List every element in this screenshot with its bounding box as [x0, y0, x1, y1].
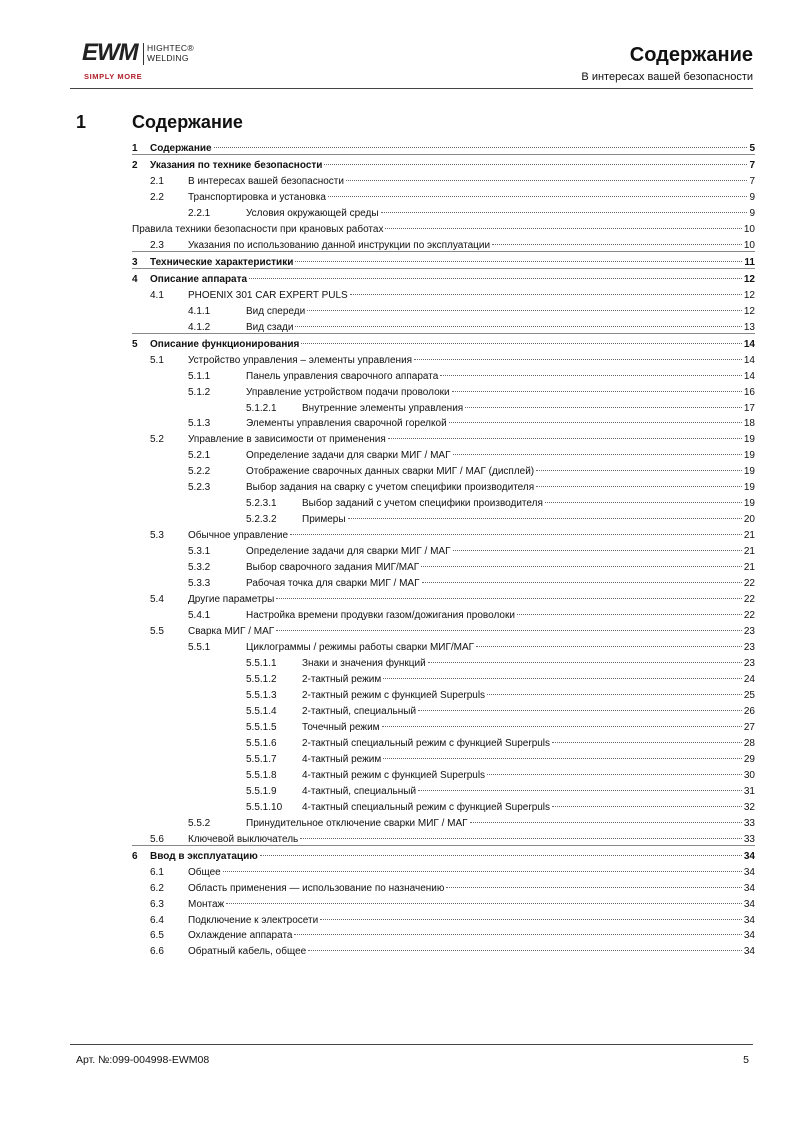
toc-entry[interactable] — [132, 187, 755, 203]
logo-hightec — [147, 43, 194, 63]
toc-leader-dots — [276, 589, 742, 599]
toc-entry-page: 20 — [743, 514, 755, 526]
toc-entry-number: 2.1 — [150, 175, 164, 187]
toc-entry[interactable] — [132, 541, 755, 557]
toc-entry[interactable] — [132, 413, 755, 429]
toc-leader-dots — [328, 187, 748, 197]
toc-entry-page: 33 — [743, 833, 755, 845]
toc-entry-number: 5.3 — [150, 530, 164, 542]
toc-leader-dots — [465, 398, 742, 408]
toc-leader-dots — [418, 701, 742, 711]
toc-entry-title: Монтаж — [188, 898, 225, 910]
toc-entry-page: 28 — [743, 737, 755, 749]
toc-entry-title: Общее — [188, 866, 221, 878]
toc-entry-page: 34 — [743, 914, 755, 926]
toc-entry[interactable] — [132, 669, 755, 685]
toc-entry-number: 6.1 — [150, 866, 164, 878]
toc-leader-dots — [295, 251, 742, 262]
toc-entry-title: Подключение к электросети — [188, 914, 319, 926]
toc-entry-page: 34 — [743, 930, 755, 942]
toc-entry-page: 19 — [743, 450, 755, 462]
toc-entry-page: 19 — [743, 482, 755, 494]
toc-entry-number: 4.1 — [150, 289, 164, 301]
toc-entry-number: 2 — [132, 159, 138, 171]
toc-entry-page: 14 — [743, 338, 755, 350]
toc-entry-number: 5.5.1 — [188, 642, 211, 653]
toc-entry-number: 5.1.2.1 — [246, 402, 277, 414]
toc-entry[interactable] — [132, 765, 755, 781]
toc-entry-number: 1 — [132, 143, 138, 154]
toc-entry-page: 17 — [743, 402, 755, 414]
toc-entry-page: 9 — [749, 191, 755, 203]
toc-entry-number: 3 — [132, 256, 138, 268]
footer-article-number: Арт. №:099-004998-EWM08 — [76, 1054, 210, 1066]
toc-entry-title: Примеры — [302, 514, 346, 526]
toc-entry-number: 5.5.1.9 — [246, 785, 277, 797]
toc-entry[interactable] — [132, 285, 755, 301]
toc-leader-dots — [385, 219, 741, 229]
toc-entry-title: Область применения — использование по назначению — [188, 882, 445, 894]
toc-entry-title: Рабочая точка для сварки МИГ / МАГ — [246, 578, 420, 590]
toc-entry-title: Правила техники безопасности при крановых работах — [132, 223, 384, 235]
toc-entry-title: 4-тактный режим с функцией Superpuls — [302, 769, 486, 781]
toc-entry-title: Элементы управления сварочной горелкой — [246, 418, 447, 430]
toc-entry-title: Выбор задания на сварку с учетом специфики производителя — [246, 482, 535, 494]
toc-entry-page: 10 — [743, 223, 755, 235]
toc-leader-dots — [452, 382, 742, 392]
toc-entry-page: 34 — [743, 850, 755, 862]
toc-entry[interactable] — [132, 685, 755, 701]
toc-entry[interactable] — [132, 749, 755, 765]
toc-entry-number: 5.5.1.5 — [246, 721, 277, 733]
toc-entry-number: 4.1.1 — [188, 305, 211, 317]
toc-leader-dots — [421, 557, 742, 567]
toc-leader-dots — [249, 268, 742, 279]
toc-entry-number: 6 — [132, 850, 138, 862]
toc-entry-title: Вид сзади — [246, 321, 294, 333]
toc-entry[interactable] — [132, 398, 755, 414]
toc-leader-dots — [418, 781, 742, 791]
toc-entry[interactable] — [132, 781, 755, 797]
toc-entry-number: 2.2.1 — [188, 207, 211, 219]
toc-entry-number: 5.2 — [150, 434, 164, 446]
toc-entry-title: Выбор заданий с учетом специфики производителя — [302, 498, 543, 510]
toc-entry-page: 34 — [743, 882, 755, 894]
toc-entry-number: 5.2.3 — [188, 482, 211, 494]
toc-entry-number: 5.5.1.6 — [246, 737, 277, 749]
toc-leader-dots — [346, 171, 747, 181]
toc-entry-title: 2-тактный, специальный — [302, 705, 417, 717]
toc-entry[interactable] — [132, 925, 755, 941]
toc-entry[interactable] — [132, 461, 755, 477]
toc-entry[interactable] — [132, 813, 755, 829]
toc-entry-number: 4.1.2 — [188, 321, 211, 333]
toc-entry-title: Указания по технике безопасности — [150, 159, 323, 171]
toc-entry-page: 21 — [743, 562, 755, 574]
toc-entry-number: 5.1.3 — [188, 418, 211, 430]
toc-entry-page: 19 — [743, 434, 755, 446]
toc-entry-number: 4 — [132, 273, 138, 285]
toc-entry-number: 6.4 — [150, 914, 164, 926]
toc-entry[interactable] — [132, 350, 755, 366]
toc-entry[interactable] — [132, 557, 755, 573]
toc-entry-title: Точечный режим — [302, 721, 380, 733]
toc-entry[interactable] — [132, 525, 755, 541]
toc-entry[interactable] — [132, 605, 755, 621]
toc-entry-page: 21 — [743, 546, 755, 558]
toc-entry-title: Технические характеристики — [150, 256, 294, 268]
toc-entry[interactable] — [132, 509, 755, 525]
toc-leader-dots — [382, 717, 742, 727]
toc-entry-title: Другие параметры — [188, 594, 275, 606]
toc-entry-title: Охлаждение аппарата — [188, 930, 293, 942]
toc-entry-title: Принудительное отключение сварки МИГ / МАГ — [246, 817, 468, 829]
toc-entry-title: 2-тактный режим — [302, 673, 382, 685]
toc-entry[interactable] — [132, 235, 755, 251]
toc-entry-title: Управление в зависимости от применения — [188, 434, 386, 446]
toc-entry-page: 34 — [743, 946, 755, 958]
toc-entry-page: 30 — [743, 769, 755, 781]
toc-entry[interactable] — [132, 477, 755, 493]
toc-leader-dots — [301, 333, 742, 344]
toc-leader-dots — [383, 749, 742, 759]
toc-entry-number: 5.3.3 — [188, 578, 211, 590]
toc-entry[interactable] — [132, 941, 755, 957]
header-divider — [70, 88, 753, 89]
toc-entry-number: 5.5.1.2 — [246, 673, 277, 685]
toc-entry-page: 19 — [743, 466, 755, 478]
toc-leader-dots — [223, 862, 742, 872]
toc-leader-dots — [308, 941, 742, 951]
toc-entry-number: 5.5.1.8 — [246, 769, 277, 781]
toc-entry[interactable] — [132, 268, 755, 285]
toc-leader-dots — [536, 477, 742, 487]
toc-entry[interactable] — [132, 171, 755, 187]
toc-entry[interactable] — [132, 894, 755, 910]
toc-leader-dots — [487, 685, 742, 695]
footer-page-number: 5 — [743, 1054, 749, 1066]
section-title: Содержание — [132, 112, 243, 132]
toc-entry-title: 2-тактный режим с функцией Superpuls — [302, 689, 486, 701]
toc-entry-page: 14 — [743, 370, 755, 382]
toc-leader-dots — [545, 493, 742, 503]
toc-leader-dots — [414, 350, 742, 360]
section-number: 1 — [76, 112, 87, 132]
toc-entry-number: 5.5 — [150, 626, 164, 638]
toc-entry-title: Обычное управление — [188, 530, 289, 542]
toc-entry[interactable] — [132, 493, 755, 509]
toc-entry-number: 5.5.1.7 — [246, 753, 277, 765]
toc-leader-dots — [383, 669, 742, 679]
toc-entry-page: 7 — [749, 175, 755, 187]
toc-leader-dots — [276, 621, 742, 631]
toc-leader-dots — [470, 813, 742, 823]
toc-leader-dots — [476, 637, 742, 647]
toc-entry-page: 11 — [744, 256, 755, 268]
toc-entry-title: Отображение сварочных данных сварки МИГ / МАГ (дисплей) — [246, 466, 535, 478]
toc-leader-dots — [324, 154, 747, 165]
toc-entry-page: 23 — [743, 642, 755, 653]
toc-entry-title: 4-тактный, специальный — [302, 785, 417, 797]
toc-entry-number: 6.3 — [150, 898, 164, 910]
toc-entry[interactable] — [132, 653, 755, 669]
header-title: Содержание — [629, 44, 753, 66]
toc-leader-dots — [428, 653, 742, 663]
toc-entry[interactable] — [132, 429, 755, 445]
toc-entry-title: Описание аппарата — [150, 273, 248, 285]
logo-slogan: SIMPLY MORE — [84, 72, 143, 81]
toc-entry-number: 5.1.1 — [188, 370, 211, 382]
toc-entry[interactable] — [132, 733, 755, 749]
toc-entry-number: 5.5.1.10 — [246, 801, 283, 813]
toc-entry-page: 24 — [743, 673, 755, 685]
toc-entry-title: Внутренние элементы управления — [302, 402, 464, 414]
toc-entry-title: Настройка времени продувки газом/дожигания проволоки — [246, 610, 515, 622]
toc-entry[interactable] — [132, 154, 755, 171]
toc-entry-page: 16 — [743, 386, 755, 398]
toc-entry[interactable] — [132, 717, 755, 733]
toc-entry[interactable] — [132, 366, 755, 382]
toc-entry-page: 9 — [749, 207, 755, 219]
toc-entry[interactable] — [132, 317, 755, 333]
toc-entry-title: Описание функционирования — [150, 338, 300, 350]
toc-entry-page: 23 — [743, 626, 755, 638]
toc-leader-dots — [226, 894, 742, 904]
toc-entry[interactable] — [132, 251, 755, 268]
toc-leader-dots — [453, 541, 742, 551]
toc-leader-dots — [381, 203, 748, 213]
toc-entry-number: 5.2.3.2 — [246, 514, 277, 526]
toc-entry[interactable] — [132, 637, 755, 653]
toc-entry-number: 5.2.1 — [188, 450, 211, 462]
toc-entry-page: 12 — [743, 289, 755, 301]
toc-entry-number: 5.2.3.1 — [246, 498, 277, 510]
toc-entry-number: 5.6 — [150, 833, 164, 845]
toc-entry-title: Управление устройством подачи проволоки — [246, 386, 450, 398]
toc-entry-title: Вид спереди — [246, 305, 306, 317]
toc-entry-title: 4-тактный специальный режим с функцией Superpuls — [302, 801, 551, 813]
toc-entry[interactable] — [132, 333, 755, 350]
toc-entry[interactable] — [132, 203, 755, 219]
toc-entry-number: 5.1 — [150, 354, 164, 366]
toc-leader-dots — [446, 878, 742, 888]
table-of-contents — [132, 138, 755, 957]
toc-entry-page: 21 — [743, 530, 755, 542]
toc-entry-title: Обратный кабель, общее — [188, 946, 307, 958]
toc-entry-number: 6.2 — [150, 882, 164, 894]
toc-entry[interactable] — [132, 382, 755, 398]
toc-entry-title: Устройство управления – элементы управления — [188, 354, 413, 366]
toc-entry-number: 2.2 — [150, 191, 164, 203]
toc-entry-title: Определение задачи для сварки МИГ / МАГ — [246, 546, 451, 558]
toc-entry-page: 5 — [749, 143, 755, 154]
toc-entry-number: 5.4.1 — [188, 610, 211, 622]
toc-entry-page: 18 — [743, 418, 755, 430]
toc-entry-number: 5.1.2 — [188, 386, 211, 398]
toc-entry-title: Ввод в эксплуатацию — [150, 850, 258, 862]
toc-leader-dots — [487, 765, 742, 775]
toc-entry-title: Ключевой выключатель — [188, 833, 299, 845]
toc-leader-dots — [260, 845, 742, 856]
toc-leader-dots — [294, 925, 741, 935]
toc-entry-number: 5.5.2 — [188, 817, 211, 829]
toc-entry[interactable] — [132, 621, 755, 637]
toc-entry-title: Сварка МИГ / МАГ — [188, 626, 275, 638]
toc-entry-page: 14 — [743, 354, 755, 366]
toc-entry-number: 5.4 — [150, 594, 164, 606]
toc-leader-dots — [300, 829, 742, 839]
toc-entry-page: 22 — [743, 578, 755, 590]
toc-entry[interactable] — [132, 301, 755, 317]
toc-entry-page: 26 — [743, 705, 755, 717]
toc-entry-title: Циклограммы / режимы работы сварки МИГ/МАГ — [246, 642, 475, 653]
toc-entry-page: 33 — [743, 817, 755, 829]
toc-entry-page: 23 — [743, 658, 755, 669]
toc-entry-page: 31 — [743, 785, 755, 797]
toc-entry[interactable] — [132, 589, 755, 605]
toc-entry[interactable] — [132, 445, 755, 461]
footer-divider — [70, 1044, 753, 1045]
toc-entry-title: Содержание — [150, 143, 212, 154]
toc-entry-number: 6.5 — [150, 930, 164, 942]
toc-leader-dots — [350, 285, 742, 295]
toc-entry[interactable] — [132, 829, 755, 845]
toc-leader-dots — [449, 413, 742, 423]
toc-entry-title: Указания по использованию данной инструкции по эксплуатации — [188, 239, 491, 251]
toc-leader-dots — [388, 429, 742, 439]
toc-entry-title: Выбор сварочного задания МИГ/МАГ — [246, 562, 420, 574]
toc-entry-page: 10 — [743, 239, 755, 251]
toc-leader-dots — [552, 797, 742, 807]
toc-entry-number: 5 — [132, 338, 138, 350]
toc-leader-dots — [440, 366, 742, 376]
header-subtitle: В интересах вашей безопасности — [581, 71, 753, 83]
logo-line1: HIGHTEC® — [147, 43, 194, 53]
toc-leader-dots — [348, 509, 742, 519]
toc-leader-dots — [552, 733, 742, 743]
toc-entry-number: 5.2.2 — [188, 466, 211, 478]
toc-leader-dots — [295, 317, 741, 327]
toc-entry-number: 5.3.2 — [188, 562, 211, 574]
toc-leader-dots — [492, 235, 742, 245]
toc-entry-title: Знаки и значения функций — [302, 658, 426, 669]
toc-entry-title: В интересах вашей безопасности — [188, 175, 344, 187]
toc-entry-number: 2.3 — [150, 239, 164, 251]
toc-entry-page: 22 — [743, 594, 755, 606]
toc-entry-page: 34 — [743, 898, 755, 910]
toc-leader-dots — [320, 910, 742, 920]
toc-entry-page: 12 — [743, 273, 755, 285]
toc-entry[interactable] — [132, 845, 755, 862]
toc-entry-page: 12 — [743, 305, 755, 317]
toc-entry[interactable] — [132, 701, 755, 717]
toc-entry-title: 2-тактный специальный режим с функцией Superpuls — [302, 737, 551, 749]
toc-entry-page: 19 — [743, 498, 755, 510]
toc-entry-title: Панель управления сварочного аппарата — [246, 370, 439, 382]
toc-entry-title: Определение задачи для сварки МИГ / МАГ — [246, 450, 451, 462]
toc-entry-title: Транспортировка и установка — [188, 191, 326, 203]
toc-entry-page: 34 — [743, 866, 755, 878]
toc-leader-dots — [517, 605, 742, 615]
logo-line2: WELDING — [147, 53, 189, 63]
toc-entry-page: 29 — [743, 753, 755, 765]
toc-entry-title: PHOENIX 301 CAR EXPERT PULS — [188, 289, 348, 301]
toc-entry-number: 5.5.1.3 — [246, 689, 277, 701]
toc-leader-dots — [290, 525, 742, 535]
toc-entry[interactable] — [132, 797, 755, 813]
toc-entry-page: 32 — [743, 801, 755, 813]
toc-entry-page: 7 — [749, 159, 755, 171]
toc-entry-page: 22 — [743, 610, 755, 622]
toc-leader-dots — [214, 138, 748, 148]
toc-leader-dots — [307, 301, 742, 311]
toc-leader-dots — [453, 445, 742, 455]
ewm-logo — [82, 40, 202, 82]
toc-entry[interactable] — [132, 878, 755, 894]
toc-entry-number: 6.6 — [150, 946, 164, 958]
toc-entry[interactable] — [132, 219, 755, 235]
toc-leader-dots — [422, 573, 742, 583]
toc-entry[interactable] — [132, 573, 755, 589]
toc-entry-page: 27 — [743, 721, 755, 733]
toc-entry[interactable] — [132, 138, 755, 154]
toc-entry[interactable] — [132, 910, 755, 926]
toc-entry-number: 5.5.1.4 — [246, 705, 277, 717]
toc-entry-page: 25 — [743, 689, 755, 701]
toc-entry-number: 5.3.1 — [188, 546, 211, 558]
toc-entry-number: 5.5.1.1 — [246, 658, 277, 669]
toc-leader-dots — [536, 461, 742, 471]
logo-divider — [143, 43, 144, 65]
toc-entry[interactable] — [132, 862, 755, 878]
logo-brand: EWM — [82, 39, 138, 66]
toc-entry-title: Условия окружающей среды — [246, 207, 379, 219]
toc-entry-title: 4-тактный режим — [302, 753, 382, 765]
toc-entry-page: 13 — [743, 321, 755, 333]
